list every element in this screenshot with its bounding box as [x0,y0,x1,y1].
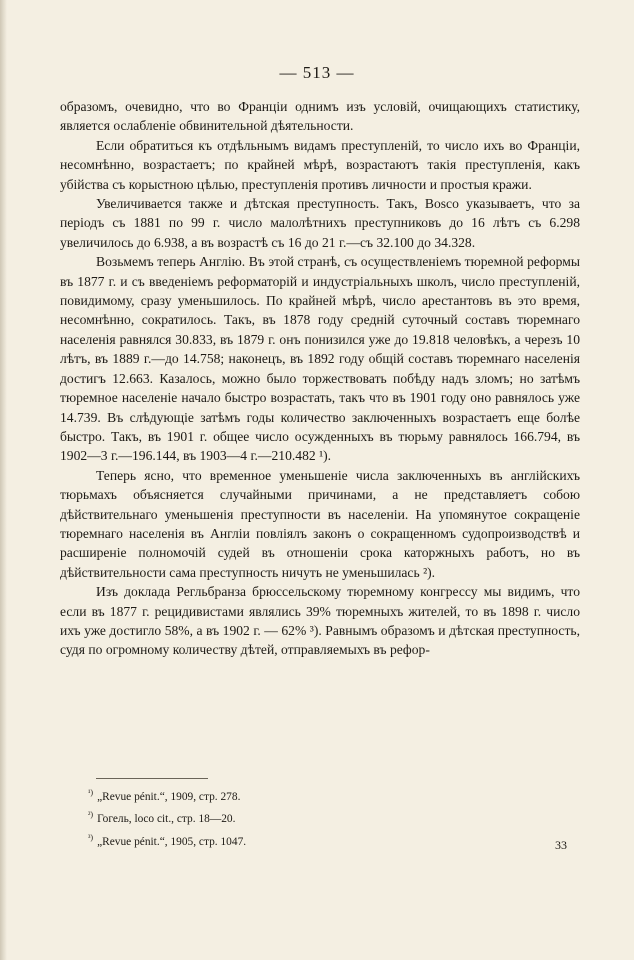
footnote-3 [88,829,488,851]
page-number: — 513 — [279,63,355,82]
paragraph-6: Изъ доклада Регльбранза брюссельскому тюремному конгрессу мы видимъ, что если въ 1877 г. рецидивистами являлись 39% тюремныхъ жителей, то въ 1898 г. число ихъ уже достигло 58%, а въ 1902 г. — 62% ³). Равнымъ образомъ и дѣтская преступность, судя по огромному количеству дѣтей, отправляемыхъ въ рефор- [60,584,580,658]
paragraph-4: Возьмемъ теперь Англію. Въ этой странѣ, съ осуществленіемъ тюремной реформы въ 1877 г. и съ введеніемъ реформаторій и индустріальныхъ школъ, число преступленій, повидимому, сразу уменьшилось. По крайней мѣрѣ, число арестантовъ въ это время, несомнѣнно, сократилось. Такъ, въ 1878 году средній суточный составъ тюремнаго населенія равнялся 30.833, въ 1879 г. онъ понизился уже до 19.818 человѣкъ, а черезъ 10 лѣтъ, въ 1889 г.—до 14.758; наконецъ, въ 1892 году общій составъ тюремнаго населенія достигъ 12.663. Казалось, можно было торжествовать побѣду надъ зломъ; но затѣмъ тюремное населеніе начало быстро возрастать, такъ что въ 1901 году оно равнялось уже 14.739. Въ слѣдующіе затѣмъ годы количество заключенныхъ возрастаетъ еще болѣе быстро. Такъ, въ 1901 г. общее число осужденныхъ въ тюрьму равнялось 166.794, въ 1902—3 г.—196.144, въ 1903—4 г.—210.482 ¹). [60,254,580,464]
footnote-text: Гогель, loco cit., стр. 18—20. [97,813,236,826]
footnote-mark: ²) [88,810,94,820]
paragraph-5: Теперь ясно, что временное уменьшеніе числа заключенныхъ въ англійскихъ тюрьмахъ объясняется случайными причинами, а не представляетъ собою дѣйствительнаго уменьшенія преступности въ населеніи. На упомянутое сокращеніе тюремнаго населенія въ Англіи повліялъ законъ о сокращенномъ судопроизводствѣ и расширеніе полномочій судей въ отношеніи срока каторжныхъ работъ, но въ дѣйствительности сама преступность ничуть не уменьшилась ²). [60,467,580,580]
paragraph-3: Увеличивается также и дѣтская преступность. Такъ, Bosco указываетъ, что за періодъ съ 1881 по 99 г. число малолѣтнихъ преступниковъ до 16 лѣтъ съ 6.298 увеличилось до 6.938, а въ возрастѣ съ 16 до 21 г.—съ 32.100 до 34.328. [60,196,580,250]
paragraph-2: Если обратиться къ отдѣльнымъ видамъ преступленій, то число ихъ во Франціи, несомнѣнно, возрастаетъ; по крайней мѣрѣ, возрастаютъ такія преступленія, какъ убійства съ корыстною цѣлью, преступленія противъ личности и простыя кражи. [60,137,580,192]
footnote-mark: ³) [88,832,94,842]
signature-mark: 33 [555,838,567,852]
footnote-1 [88,784,488,806]
footnote-2 [88,806,488,828]
footnote-text: „Revue pénit.“, 1905, стр. 1047. [97,835,247,848]
footnote-mark: ¹) [88,788,94,797]
body-text [60,97,580,660]
paragraph-1: образомъ, очевидно, что во Франціи однимъ изъ условій, очищающихъ статистику, является ослабленіе обвинительной дѣятельности. [60,99,580,134]
footnote-text: „Revue pénit.“, 1909, стр. 278. [97,790,241,803]
footnotes [88,784,488,851]
footnote-divider [96,778,208,779]
